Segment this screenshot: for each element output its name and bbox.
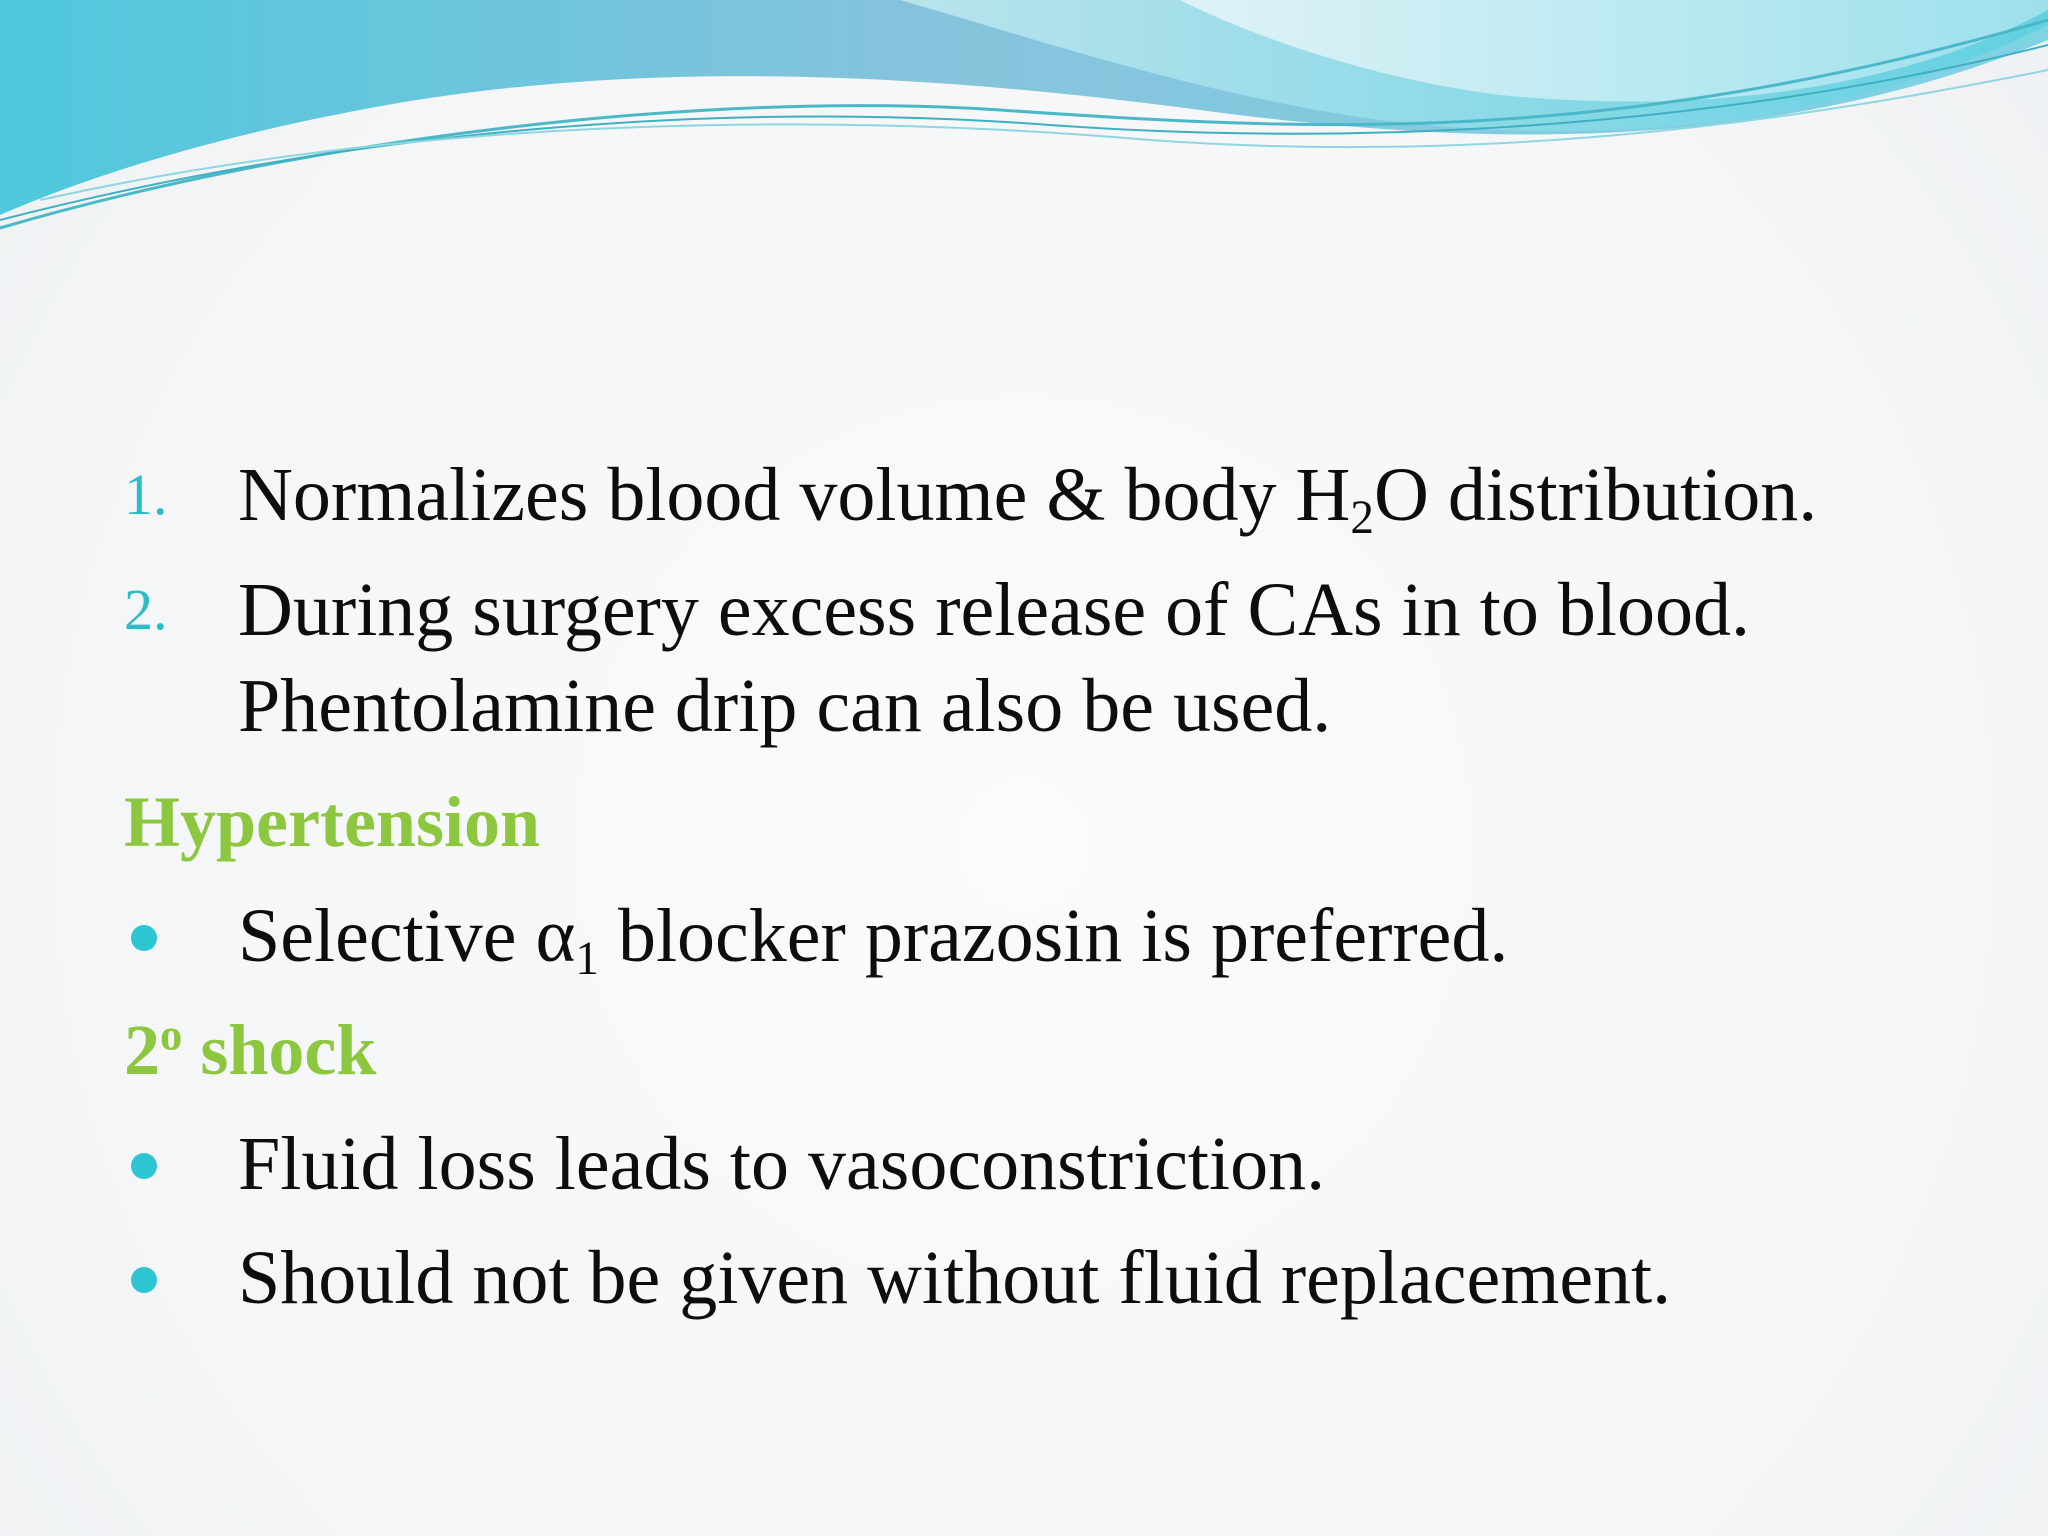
shock-heading-text: shock bbox=[182, 1010, 377, 1090]
hypertension-bullet-text bbox=[238, 888, 1508, 984]
item-1-text-b: O distribution. bbox=[1373, 453, 1818, 537]
numbered-item-2-line-2: Phentolamine drip can also be used. bbox=[238, 664, 1332, 748]
list-number-1: 1. bbox=[124, 462, 168, 527]
heading-hypertension: Hypertension bbox=[124, 782, 541, 862]
shock-bullet-2-text: Should not be given without fluid replacement. bbox=[238, 1236, 1672, 1320]
hypertension-subscript: 1 bbox=[575, 933, 599, 986]
numbered-item-2-line-1: During surgery excess release of CAs in to blood. bbox=[238, 568, 1750, 652]
hypertension-text-a: Selective α bbox=[238, 894, 576, 978]
shock-heading-number: 2 bbox=[124, 1010, 160, 1090]
bullet-dot-icon bbox=[131, 1267, 157, 1293]
list-number-2: 2. bbox=[124, 577, 168, 642]
bullet-dot-icon bbox=[131, 925, 157, 951]
numbered-item-1-text bbox=[238, 447, 1817, 543]
heading-shock bbox=[124, 1002, 376, 1098]
bullet-dot-icon bbox=[131, 1153, 157, 1179]
hypertension-text-b: blocker prazosin is preferred. bbox=[598, 894, 1509, 978]
item-1-subscript: 2 bbox=[1350, 492, 1374, 545]
shock-heading-superscript: o bbox=[160, 1009, 183, 1060]
item-1-text-a: Normalizes blood volume & body H bbox=[238, 453, 1351, 537]
shock-bullet-1-text: Fluid loss leads to vasoconstriction. bbox=[238, 1122, 1326, 1206]
